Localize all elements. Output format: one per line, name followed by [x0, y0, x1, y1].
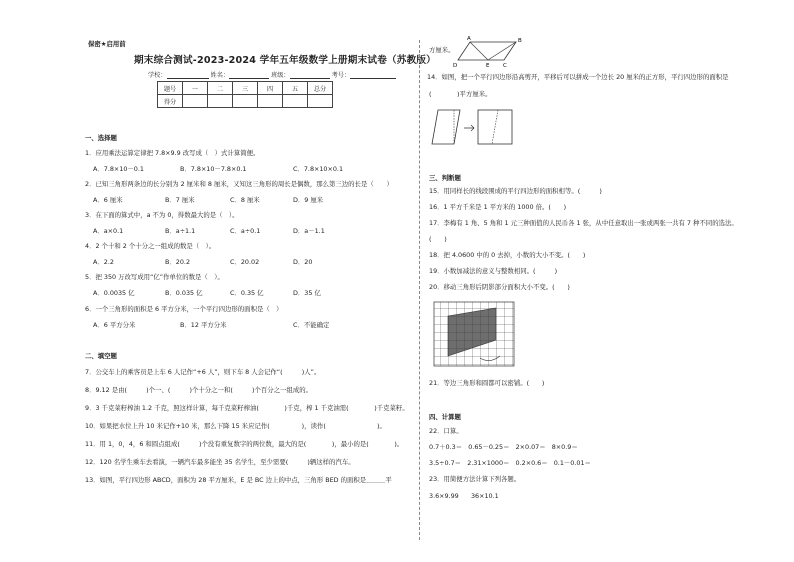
score-input-cell[interactable]	[258, 95, 283, 108]
q6-option-a[interactable]: A．6 平方分米	[93, 321, 136, 329]
q5-option-b[interactable]: B．0.035 亿	[165, 289, 203, 297]
arrow-icon	[464, 125, 474, 131]
label-e: E	[486, 63, 490, 69]
fold-line	[419, 40, 420, 540]
question-4: 4．2 个十和 2 个十分之一组成的数是（ ）。	[85, 242, 216, 250]
score-table	[157, 81, 333, 108]
exam-no-field[interactable]	[350, 71, 396, 79]
calc-item: 36×10.1	[470, 492, 499, 500]
question-17-end: ( )	[429, 235, 447, 243]
question-5: 5．把 350 万改写成用“亿”作单位的数是（ ）。	[85, 273, 224, 281]
score-header-row	[158, 82, 333, 95]
question-2: 2．已知三角形两条边的长分别为 2 厘米和 8 厘米，又知这三角形的周长是偶数，那么第三边的长是（ ）	[85, 180, 393, 188]
q3-option-c[interactable]: C．a÷0.1	[230, 227, 261, 235]
square-cut-line	[492, 110, 498, 144]
calc-item: 0.65－0.25＝	[468, 443, 510, 451]
calc-item: 2×0.07＝	[515, 443, 546, 451]
score-input-cell[interactable]	[208, 95, 233, 108]
parallelogram-figure	[448, 34, 528, 74]
q1-option-a[interactable]: A．7.8×10－0.1	[93, 165, 144, 173]
q4-option-c[interactable]: C．20.02	[230, 258, 260, 266]
q2-option-a[interactable]: A．6 厘米	[93, 196, 123, 204]
q5-option-d[interactable]: D．35 亿	[293, 289, 321, 297]
q2-option-c[interactable]: C．8 厘米	[230, 196, 260, 204]
question-8: 8．9.12 是由( )个一、( )个十分之一和( )个百分之一组成的。	[85, 386, 313, 394]
score-input-cell[interactable]	[283, 95, 308, 108]
question-1: 1．应用乘法运算定律把 7.8×9.9 改写成（ ）式计算简便。	[85, 149, 260, 157]
question-21: 21．等边三角形和圆都可以密铺。( )	[429, 379, 545, 387]
q5-option-c[interactable]: C．0.35 亿	[230, 289, 264, 297]
q5-option-a[interactable]: A．0.0035 亿	[93, 289, 135, 297]
calc-item: 3.6×9.99	[429, 492, 459, 500]
calc-item: 0.1－0.01＝	[553, 459, 591, 467]
calc-item: 0.2×0.6＝	[515, 459, 548, 467]
score-cell: 题号	[158, 82, 183, 95]
score-input-cell[interactable]	[233, 95, 258, 108]
student-info	[148, 70, 396, 79]
score-cell: 一	[183, 82, 208, 95]
question-19: 19．小数加减法的意义与整数相同。( )	[429, 267, 558, 275]
q3-option-d[interactable]: D．a－1.1	[293, 227, 325, 235]
q4-option-d[interactable]: D．20	[293, 258, 313, 266]
question-14-end: ( )平方厘米。	[429, 90, 492, 98]
cut-parallelogram-figure	[430, 108, 520, 150]
question-17: 17．李梅有 1 角、5 角和 1 元三种面值的人民币各 1 张，从中任意取出一张或两张一共有 7 种不同的选法。	[429, 219, 738, 227]
grid-paper	[434, 302, 514, 366]
name-label: 姓名：	[210, 72, 230, 79]
school-label: 学校：	[148, 72, 167, 79]
question-6: 6．一个三角形的面积是 6 平方分米，一个平行四边形的面积是（ ）	[85, 305, 283, 313]
q2-option-d[interactable]: D．9 厘米	[293, 196, 324, 204]
q1-option-b[interactable]: B．7.8×10－7.8×0.1	[180, 165, 247, 173]
class-field[interactable]	[290, 71, 330, 79]
question-18: 18．把 4.0600 中的 0 去掉，小数的大小不变。( )	[429, 251, 586, 259]
section-1-heading: 一、选择题	[85, 134, 117, 142]
label-c: C	[503, 63, 507, 69]
question-13-end: 方厘米。	[429, 46, 455, 54]
q2-option-b[interactable]: B．7 厘米	[165, 196, 195, 204]
school-field[interactable]	[167, 71, 209, 79]
grid-shaded-figure	[432, 300, 522, 370]
score-value-row	[158, 95, 333, 108]
oral-calc-row-1	[429, 443, 578, 451]
section-4-heading: 四、计算题	[429, 413, 461, 421]
q3-option-a[interactable]: A．a×0.1	[93, 227, 124, 235]
name-field[interactable]	[229, 71, 269, 79]
parallelogram-outline	[432, 110, 460, 144]
label-d: D	[453, 63, 458, 69]
score-cell: 三	[233, 82, 258, 95]
question-20: 20．移动三角形后阴影部分面积大小不变。( )	[429, 283, 570, 291]
question-7: 7．公交车上的乘客员是上车 6 人记作“+6 人”，则下车 8 人会记作“( )人”。	[85, 368, 321, 376]
label-b: B	[518, 38, 522, 44]
q1-option-c[interactable]: C．7.8×10×0.1	[293, 165, 344, 173]
question-9: 9．3 千克菜籽榨油 1.2 千克，照这样计算，每千克菜籽榨油( )千克，榨 1 千克油需( )千克菜籽。	[85, 404, 409, 412]
question-22: 22．口算。	[429, 427, 463, 435]
question-23: 23．用简便方法计算下列各题。	[429, 475, 521, 483]
calc-item: 2.31×1000＝	[467, 459, 510, 467]
score-input-cell[interactable]	[183, 95, 208, 108]
segment-eb	[488, 42, 516, 60]
q4-option-a[interactable]: A．2.2	[93, 258, 114, 266]
calc-item: 0.7＋0.3＝	[429, 443, 463, 451]
class-label: 班级：	[271, 72, 290, 79]
segment-ae	[470, 42, 488, 60]
q6-option-b[interactable]: B．12 平方分米	[180, 321, 227, 329]
oral-calc-row-2	[429, 459, 591, 467]
question-13: 13．如图，平行四边形 ABCD，面积为 28 平方厘米，E 是 BC 边上的中点，三角形 BED 的面积是＿＿＿平	[85, 476, 392, 484]
question-16: 16．1 平方千米是 1 平方米的 1000 倍。( )	[429, 203, 567, 211]
question-15: 15．用同样长的线段围成的平行四边形的面积相等。( )	[429, 187, 602, 195]
q4-option-b[interactable]: B．20.2	[165, 258, 191, 266]
calc-item: 3.5÷0.7＝	[429, 459, 462, 467]
parallelogram-shape	[458, 42, 516, 60]
section-3-heading: 三、判断题	[429, 174, 461, 182]
question-14: 14．如图，把一个平行四边形沿高剪开，平移后可以拼成一个边长 20 厘米的正方形，平行四边形的面积是	[427, 73, 729, 81]
score-cell: 总分	[308, 82, 333, 95]
secret-label: 保密★启用前	[88, 40, 126, 48]
simplify-calc-row	[429, 492, 499, 500]
question-10: 10．如果把水位上升 10 米记作+10 米，那么下降 15 米应记作( )，读作( )。	[85, 422, 386, 430]
question-12: 12．120 名学生乘车去看演，一辆汽车最多能坐 35 名学生，至少需要( )辆这样的汽车。	[85, 458, 355, 466]
score-cell: 四	[258, 82, 283, 95]
exam-no-label: 考号：	[331, 72, 351, 79]
question-11: 11．用 1，0，4，6 和圆点组成( )个没有重复数字的两位数，最大的是( )，最小的是( )。	[85, 440, 404, 448]
score-cell: 得分	[158, 95, 183, 108]
score-cell: 五	[283, 82, 308, 95]
section-2-heading: 二、填空题	[85, 352, 117, 360]
q3-option-b[interactable]: B．a÷1.1	[165, 227, 196, 235]
q6-option-c[interactable]: C．不能确定	[293, 321, 330, 329]
score-cell: 二	[208, 82, 233, 95]
calc-item: 8×0.9＝	[551, 443, 578, 451]
label-a: A	[467, 36, 471, 42]
question-3: 3．在下面的算式中，a 不为 0，得数最大的是（ ）。	[85, 211, 239, 219]
score-input-cell[interactable]	[308, 95, 333, 108]
exam-title: 期末综合测试-2023-2024 学年五年级数学上册期末试卷（苏教版）	[134, 55, 436, 66]
